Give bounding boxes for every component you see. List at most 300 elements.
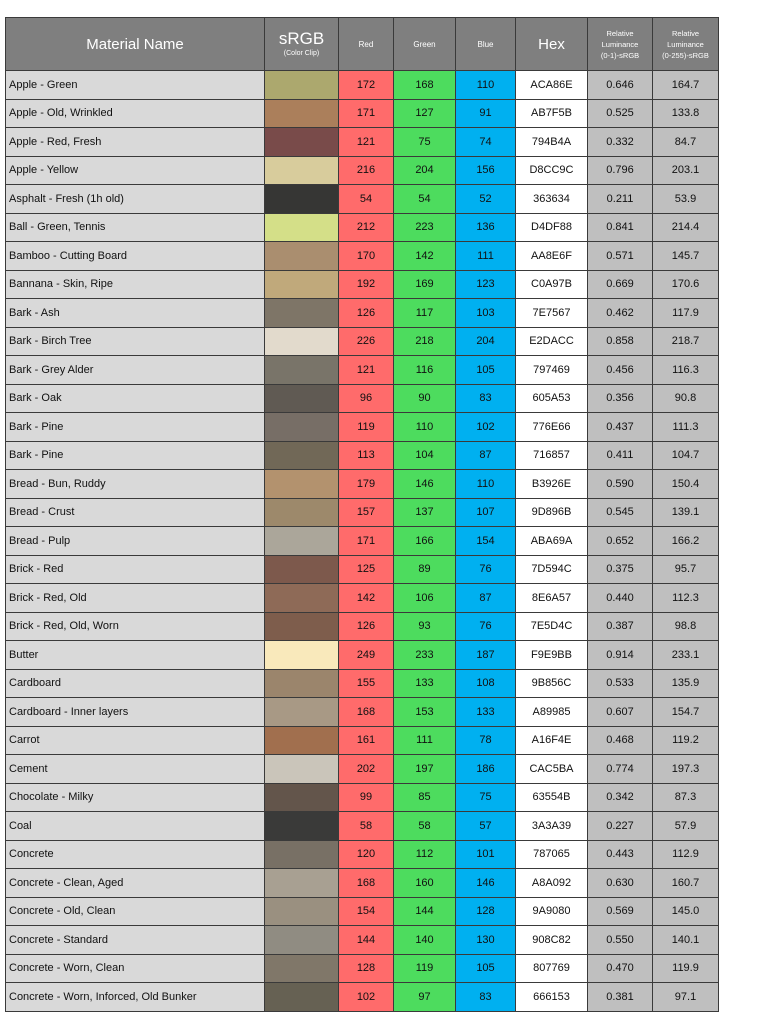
blue-value-cell: 87 (456, 584, 516, 613)
hex-value-cell: 797469 (516, 356, 588, 385)
green-value-cell: 93 (394, 612, 456, 641)
red-value-cell: 58 (339, 812, 394, 841)
luminance-0-255-cell: 57.9 (653, 812, 719, 841)
material-name-cell: Concrete (6, 840, 265, 869)
color-swatch (265, 698, 339, 727)
hex-value-cell: 9D896B (516, 498, 588, 527)
hex-value-cell: D4DF88 (516, 213, 588, 242)
hex-value-cell: AB7F5B (516, 99, 588, 128)
luminance-0-1-cell: 0.533 (588, 669, 653, 698)
luminance-0-255-cell: 111.3 (653, 413, 719, 442)
blue-value-cell: 52 (456, 185, 516, 214)
luminance-0-1-cell: 0.437 (588, 413, 653, 442)
green-value-cell: 197 (394, 755, 456, 784)
table-row (6, 185, 719, 214)
table-row (6, 783, 719, 812)
green-value-cell: 106 (394, 584, 456, 613)
blue-value-cell: 154 (456, 527, 516, 556)
red-value-cell: 168 (339, 869, 394, 898)
green-value-cell: 89 (394, 555, 456, 584)
luminance-0-255-cell: 87.3 (653, 783, 719, 812)
blue-value-cell: 75 (456, 783, 516, 812)
red-value-cell: 125 (339, 555, 394, 584)
color-swatch (265, 156, 339, 185)
color-swatch (265, 71, 339, 100)
table-row (6, 698, 719, 727)
luminance-0-255-cell: 145.7 (653, 242, 719, 271)
red-value-cell: 155 (339, 669, 394, 698)
color-swatch (265, 926, 339, 955)
red-value-cell: 154 (339, 897, 394, 926)
blue-value-cell: 105 (456, 356, 516, 385)
material-name-cell: Bark - Pine (6, 413, 265, 442)
hex-value-cell: 716857 (516, 441, 588, 470)
hex-value-cell: 807769 (516, 954, 588, 983)
luminance-0-255-cell: 98.8 (653, 612, 719, 641)
color-swatch (265, 498, 339, 527)
luminance-0-1-cell: 0.356 (588, 384, 653, 413)
material-name-cell: Cardboard (6, 669, 265, 698)
hex-value-cell: ABA69A (516, 527, 588, 556)
luminance-0-255-cell: 150.4 (653, 470, 719, 499)
red-value-cell: 202 (339, 755, 394, 784)
luminance-0-1-cell: 0.342 (588, 783, 653, 812)
table-row (6, 441, 719, 470)
blue-value-cell: 57 (456, 812, 516, 841)
blue-value-cell: 105 (456, 954, 516, 983)
hex-value-cell: F9E9BB (516, 641, 588, 670)
material-color-table (5, 17, 719, 1012)
color-swatch (265, 299, 339, 328)
blue-value-cell: 111 (456, 242, 516, 271)
hex-value-cell: 3A3A39 (516, 812, 588, 841)
table-row (6, 128, 719, 157)
hex-value-cell: 787065 (516, 840, 588, 869)
header-lum2-line1: Relative (671, 28, 700, 38)
luminance-0-255-cell: 170.6 (653, 270, 719, 299)
luminance-0-1-cell: 0.774 (588, 755, 653, 784)
material-name-cell: Ball - Green, Tennis (6, 213, 265, 242)
red-value-cell: 126 (339, 299, 394, 328)
table-row (6, 299, 719, 328)
red-value-cell: 172 (339, 71, 394, 100)
luminance-0-1-cell: 0.796 (588, 156, 653, 185)
luminance-0-1-cell: 0.375 (588, 555, 653, 584)
green-value-cell: 112 (394, 840, 456, 869)
material-name-cell: Bread - Crust (6, 498, 265, 527)
header-row (6, 18, 719, 71)
luminance-0-1-cell: 0.571 (588, 242, 653, 271)
material-name-cell: Apple - Old, Wrinkled (6, 99, 265, 128)
luminance-0-255-cell: 104.7 (653, 441, 719, 470)
header-lum2-line2: Luminance (667, 39, 704, 49)
hex-value-cell: 7D594C (516, 555, 588, 584)
color-swatch (265, 669, 339, 698)
table-row (6, 99, 719, 128)
luminance-0-1-cell: 0.590 (588, 470, 653, 499)
luminance-0-1-cell: 0.652 (588, 527, 653, 556)
hex-value-cell: 7E7567 (516, 299, 588, 328)
table-row (6, 242, 719, 271)
red-value-cell: 168 (339, 698, 394, 727)
material-name-cell: Chocolate - Milky (6, 783, 265, 812)
luminance-0-1-cell: 0.227 (588, 812, 653, 841)
hex-value-cell: ACA86E (516, 71, 588, 100)
header-lum1-line1: Relative (606, 28, 634, 38)
luminance-0-1-cell: 0.468 (588, 726, 653, 755)
luminance-0-1-cell: 0.569 (588, 897, 653, 926)
color-swatch (265, 527, 339, 556)
luminance-0-255-cell: 214.4 (653, 213, 719, 242)
material-name-cell: Concrete - Worn, Clean (6, 954, 265, 983)
hex-value-cell: 9A9080 (516, 897, 588, 926)
luminance-0-255-cell: 145.0 (653, 897, 719, 926)
material-name-cell: Apple - Yellow (6, 156, 265, 185)
color-swatch (265, 812, 339, 841)
material-name-cell: Brick - Red, Old, Worn (6, 612, 265, 641)
hex-value-cell: 63554B (516, 783, 588, 812)
material-name-cell: Asphalt - Fresh (1h old) (6, 185, 265, 214)
material-name-cell: Bannana - Skin, Ripe (6, 270, 265, 299)
red-value-cell: 179 (339, 470, 394, 499)
red-value-cell: 212 (339, 213, 394, 242)
green-value-cell: 97 (394, 983, 456, 1012)
table-row (6, 669, 719, 698)
color-swatch (265, 726, 339, 755)
hex-value-cell: 7E5D4C (516, 612, 588, 641)
green-value-cell: 204 (394, 156, 456, 185)
hex-value-cell: A89985 (516, 698, 588, 727)
table-row (6, 641, 719, 670)
blue-value-cell: 187 (456, 641, 516, 670)
luminance-0-1-cell: 0.462 (588, 299, 653, 328)
luminance-0-255-cell: 117.9 (653, 299, 719, 328)
header-srgb (265, 18, 339, 71)
blue-value-cell: 78 (456, 726, 516, 755)
hex-value-cell: A16F4E (516, 726, 588, 755)
luminance-0-1-cell: 0.545 (588, 498, 653, 527)
green-value-cell: 153 (394, 698, 456, 727)
green-value-cell: 104 (394, 441, 456, 470)
blue-value-cell: 133 (456, 698, 516, 727)
luminance-0-1-cell: 0.387 (588, 612, 653, 641)
table-row (6, 327, 719, 356)
table-row (6, 726, 719, 755)
blue-value-cell: 186 (456, 755, 516, 784)
color-swatch (265, 783, 339, 812)
material-name-cell: Brick - Red (6, 555, 265, 584)
blue-value-cell: 91 (456, 99, 516, 128)
blue-value-cell: 128 (456, 897, 516, 926)
header-lum1-line3: (0-1)-sRGB (600, 50, 640, 60)
blue-value-cell: 102 (456, 413, 516, 442)
luminance-0-1-cell: 0.211 (588, 185, 653, 214)
header-blue: Blue (456, 18, 516, 71)
table-row (6, 213, 719, 242)
luminance-0-255-cell: 97.1 (653, 983, 719, 1012)
red-value-cell: 161 (339, 726, 394, 755)
green-value-cell: 119 (394, 954, 456, 983)
blue-value-cell: 74 (456, 128, 516, 157)
table-row (6, 555, 719, 584)
table-row (6, 755, 719, 784)
blue-value-cell: 76 (456, 612, 516, 641)
table-row (6, 869, 719, 898)
material-name-cell: Bread - Pulp (6, 527, 265, 556)
green-value-cell: 110 (394, 413, 456, 442)
color-swatch (265, 99, 339, 128)
table-row (6, 584, 719, 613)
material-name-cell: Carrot (6, 726, 265, 755)
table-row (6, 384, 719, 413)
hex-value-cell: 666153 (516, 983, 588, 1012)
material-name-cell: Cardboard - Inner layers (6, 698, 265, 727)
header-luminance-0-255 (653, 18, 719, 71)
table-row (6, 71, 719, 100)
header-luminance-0-1 (588, 18, 653, 71)
luminance-0-255-cell: 164.7 (653, 71, 719, 100)
blue-value-cell: 83 (456, 384, 516, 413)
luminance-0-255-cell: 140.1 (653, 926, 719, 955)
table-row (6, 270, 719, 299)
green-value-cell: 137 (394, 498, 456, 527)
red-value-cell: 113 (339, 441, 394, 470)
green-value-cell: 54 (394, 185, 456, 214)
luminance-0-255-cell: 139.1 (653, 498, 719, 527)
luminance-0-255-cell: 90.8 (653, 384, 719, 413)
hex-value-cell: E2DACC (516, 327, 588, 356)
red-value-cell: 157 (339, 498, 394, 527)
color-swatch (265, 840, 339, 869)
luminance-0-1-cell: 0.456 (588, 356, 653, 385)
blue-value-cell: 110 (456, 71, 516, 100)
luminance-0-255-cell: 218.7 (653, 327, 719, 356)
material-name-cell: Cement (6, 755, 265, 784)
luminance-0-1-cell: 0.443 (588, 840, 653, 869)
color-swatch (265, 641, 339, 670)
table-row (6, 498, 719, 527)
hex-value-cell: 363634 (516, 185, 588, 214)
red-value-cell: 249 (339, 641, 394, 670)
red-value-cell: 121 (339, 128, 394, 157)
color-swatch (265, 470, 339, 499)
table-row (6, 413, 719, 442)
color-swatch (265, 270, 339, 299)
luminance-0-1-cell: 0.440 (588, 584, 653, 613)
header-lum2-line3: (0-255)-sRGB (662, 50, 709, 60)
material-name-cell: Bark - Pine (6, 441, 265, 470)
blue-value-cell: 107 (456, 498, 516, 527)
blue-value-cell: 87 (456, 441, 516, 470)
green-value-cell: 111 (394, 726, 456, 755)
material-name-cell: Bark - Birch Tree (6, 327, 265, 356)
table-row (6, 612, 719, 641)
luminance-0-1-cell: 0.332 (588, 128, 653, 157)
luminance-0-255-cell: 112.3 (653, 584, 719, 613)
table-row (6, 356, 719, 385)
color-swatch (265, 413, 339, 442)
luminance-0-255-cell: 84.7 (653, 128, 719, 157)
hex-value-cell: D8CC9C (516, 156, 588, 185)
material-name-cell: Butter (6, 641, 265, 670)
header-green: Green (394, 18, 456, 71)
hex-value-cell: C0A97B (516, 270, 588, 299)
table-row (6, 156, 719, 185)
red-value-cell: 96 (339, 384, 394, 413)
hex-value-cell: 908C82 (516, 926, 588, 955)
blue-value-cell: 123 (456, 270, 516, 299)
header-material-name: Material Name (6, 18, 265, 71)
red-value-cell: 126 (339, 612, 394, 641)
header-hex: Hex (516, 18, 588, 71)
material-name-cell: Concrete - Old, Clean (6, 897, 265, 926)
color-swatch (265, 869, 339, 898)
blue-value-cell: 83 (456, 983, 516, 1012)
luminance-0-255-cell: 160.7 (653, 869, 719, 898)
hex-value-cell: CAC5BA (516, 755, 588, 784)
green-value-cell: 166 (394, 527, 456, 556)
green-value-cell: 146 (394, 470, 456, 499)
luminance-0-1-cell: 0.858 (588, 327, 653, 356)
luminance-0-1-cell: 0.669 (588, 270, 653, 299)
red-value-cell: 54 (339, 185, 394, 214)
luminance-0-1-cell: 0.470 (588, 954, 653, 983)
green-value-cell: 85 (394, 783, 456, 812)
luminance-0-255-cell: 203.1 (653, 156, 719, 185)
blue-value-cell: 76 (456, 555, 516, 584)
hex-value-cell: 776E66 (516, 413, 588, 442)
table-row (6, 840, 719, 869)
luminance-0-1-cell: 0.914 (588, 641, 653, 670)
luminance-0-1-cell: 0.607 (588, 698, 653, 727)
green-value-cell: 169 (394, 270, 456, 299)
table-row (6, 812, 719, 841)
luminance-0-1-cell: 0.411 (588, 441, 653, 470)
material-name-cell: Concrete - Standard (6, 926, 265, 955)
green-value-cell: 223 (394, 213, 456, 242)
red-value-cell: 216 (339, 156, 394, 185)
green-value-cell: 218 (394, 327, 456, 356)
color-swatch (265, 897, 339, 926)
red-value-cell: 120 (339, 840, 394, 869)
table-body (6, 71, 719, 1012)
red-value-cell: 102 (339, 983, 394, 1012)
hex-value-cell: A8A092 (516, 869, 588, 898)
luminance-0-255-cell: 154.7 (653, 698, 719, 727)
green-value-cell: 160 (394, 869, 456, 898)
header-red: Red (339, 18, 394, 71)
green-value-cell: 140 (394, 926, 456, 955)
blue-value-cell: 156 (456, 156, 516, 185)
green-value-cell: 168 (394, 71, 456, 100)
header-srgb-subtitle: (Color Clip) (283, 50, 320, 57)
material-name-cell: Bark - Oak (6, 384, 265, 413)
blue-value-cell: 130 (456, 926, 516, 955)
luminance-0-1-cell: 0.841 (588, 213, 653, 242)
green-value-cell: 144 (394, 897, 456, 926)
green-value-cell: 58 (394, 812, 456, 841)
hex-value-cell: 605A53 (516, 384, 588, 413)
green-value-cell: 142 (394, 242, 456, 271)
blue-value-cell: 103 (456, 299, 516, 328)
blue-value-cell: 136 (456, 213, 516, 242)
material-name-cell: Apple - Green (6, 71, 265, 100)
color-swatch (265, 555, 339, 584)
luminance-0-1-cell: 0.550 (588, 926, 653, 955)
color-swatch (265, 128, 339, 157)
blue-value-cell: 101 (456, 840, 516, 869)
red-value-cell: 128 (339, 954, 394, 983)
material-name-cell: Brick - Red, Old (6, 584, 265, 613)
table-row (6, 897, 719, 926)
color-swatch (265, 954, 339, 983)
luminance-0-255-cell: 95.7 (653, 555, 719, 584)
luminance-0-1-cell: 0.525 (588, 99, 653, 128)
material-name-cell: Bamboo - Cutting Board (6, 242, 265, 271)
luminance-0-1-cell: 0.381 (588, 983, 653, 1012)
green-value-cell: 233 (394, 641, 456, 670)
luminance-0-255-cell: 112.9 (653, 840, 719, 869)
color-swatch (265, 356, 339, 385)
color-swatch (265, 185, 339, 214)
color-swatch (265, 755, 339, 784)
luminance-0-1-cell: 0.630 (588, 869, 653, 898)
green-value-cell: 127 (394, 99, 456, 128)
color-swatch (265, 441, 339, 470)
material-name-cell: Concrete - Clean, Aged (6, 869, 265, 898)
hex-value-cell: 9B856C (516, 669, 588, 698)
table-row (6, 926, 719, 955)
red-value-cell: 171 (339, 527, 394, 556)
table-row (6, 470, 719, 499)
material-name-cell: Bark - Ash (6, 299, 265, 328)
red-value-cell: 144 (339, 926, 394, 955)
material-name-cell: Apple - Red, Fresh (6, 128, 265, 157)
color-swatch (265, 584, 339, 613)
material-name-cell: Concrete - Worn, Inforced, Old Bunker (6, 983, 265, 1012)
red-value-cell: 192 (339, 270, 394, 299)
hex-value-cell: B3926E (516, 470, 588, 499)
green-value-cell: 117 (394, 299, 456, 328)
green-value-cell: 116 (394, 356, 456, 385)
red-value-cell: 99 (339, 783, 394, 812)
color-swatch (265, 327, 339, 356)
luminance-0-255-cell: 116.3 (653, 356, 719, 385)
blue-value-cell: 110 (456, 470, 516, 499)
luminance-0-255-cell: 166.2 (653, 527, 719, 556)
header-srgb-title: sRGB (278, 29, 325, 48)
red-value-cell: 121 (339, 356, 394, 385)
material-name-cell: Coal (6, 812, 265, 841)
hex-value-cell: AA8E6F (516, 242, 588, 271)
luminance-0-255-cell: 233.1 (653, 641, 719, 670)
header-lum1-line2: Luminance (601, 39, 639, 49)
color-swatch (265, 384, 339, 413)
blue-value-cell: 108 (456, 669, 516, 698)
luminance-0-255-cell: 119.9 (653, 954, 719, 983)
red-value-cell: 171 (339, 99, 394, 128)
luminance-0-255-cell: 53.9 (653, 185, 719, 214)
hex-value-cell: 8E6A57 (516, 584, 588, 613)
material-name-cell: Bread - Bun, Ruddy (6, 470, 265, 499)
red-value-cell: 226 (339, 327, 394, 356)
luminance-0-255-cell: 135.9 (653, 669, 719, 698)
color-swatch (265, 983, 339, 1012)
blue-value-cell: 204 (456, 327, 516, 356)
luminance-0-1-cell: 0.646 (588, 71, 653, 100)
red-value-cell: 119 (339, 413, 394, 442)
luminance-0-255-cell: 197.3 (653, 755, 719, 784)
